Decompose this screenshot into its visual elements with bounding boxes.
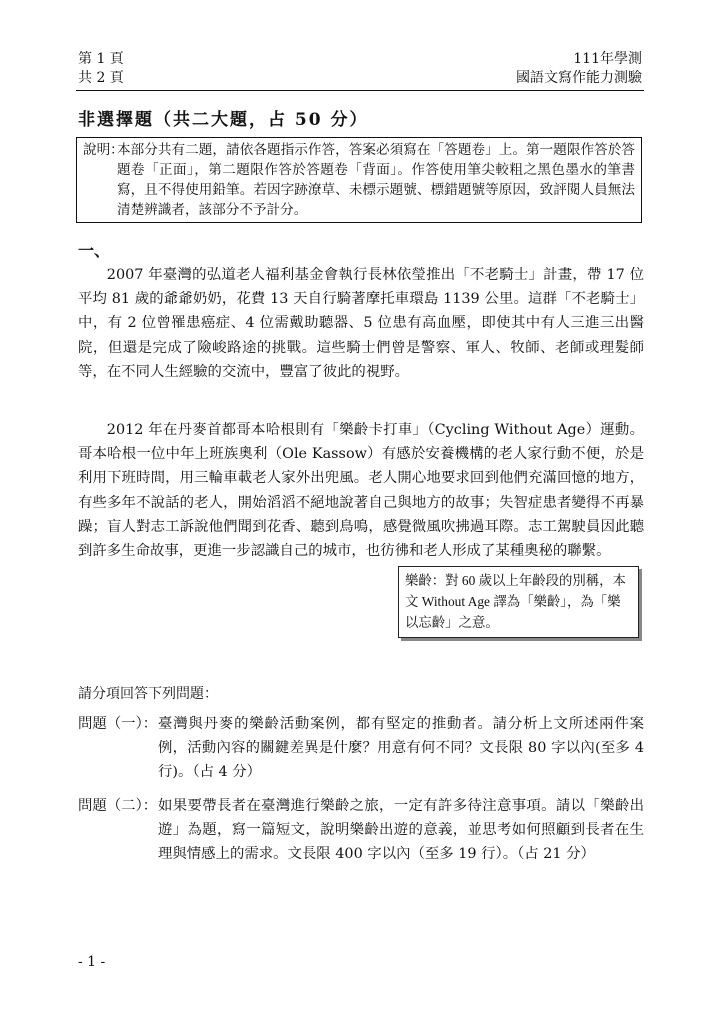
question-2-text: 如果要帶長者在臺灣進行樂齡之旅，一定有許多待注意事項。請以「樂齡出遊」為題，寫一篇短文，說明樂齡出遊的意義，並思考如何照顧到長者在生理與情感上的需求。文長限 400 字以內（至多 19 行）。（占 21 分） [158, 798, 644, 862]
passage-paragraph-1: 2007 年臺灣的弘道老人福利基金會執行長林依瑩推出「不老騎士」計畫，帶 17 位平均 81 歲的爺爺奶奶，花費 13 天自行騎著摩托車環島 1139 公里。這群「不老騎士」中，有 2 位曾罹患癌症、4 位需戴助聽器、5 位患有高血壓，即使其中有人三進三出醫院，但還是完成了險峻路途的挑戰。這些騎士們曾是警察、軍人、牧師、老師或理髮師等，在不同人生經驗的交流中，豐富了彼此的視野。 [78, 267, 644, 380]
question-1-text: 臺灣與丹麥的樂齡活動案例，都有堅定的推動者。請分析上文所述兩件案例，活動內容的關鍵差異是什麼？用意有何不同？文長限 80 字以內(至多 4 行)。（占 4 分） [158, 716, 644, 780]
header-divider [76, 90, 644, 91]
header-left [78, 50, 124, 88]
instructions-label: 說明： [83, 142, 124, 158]
section-title: 非選擇題（共二大題，占 50 分） [78, 110, 369, 130]
exam-year: 111年學測 [573, 51, 642, 67]
header-right [516, 50, 642, 88]
page-total: 共 2 頁 [78, 70, 124, 86]
instructions-box [76, 137, 642, 223]
question-number: 一、 [78, 241, 111, 260]
gloss-note-box: 樂齡：對 60 歲以上年齡段的別稱，本文 Without Age 譯為「樂齡」，為「樂以忘齡」之意。 [398, 566, 639, 638]
answer-instruction: 請分項回答下列問題： [78, 686, 218, 702]
page-number: 第 1 頁 [78, 51, 124, 67]
question-1-label: 問題（一）： [78, 716, 158, 732]
page-footer: - 1 - [78, 954, 106, 970]
question-2-label: 問題（二）： [78, 798, 158, 814]
exam-name: 國語文寫作能力測驗 [516, 70, 642, 86]
passage-paragraph-2: 2012 年在丹麥首都哥本哈根則有「樂齡卡打車」（Cycling Without Age）運動。哥本哈根一位中年上班族奧利（Ole Kassow）有感於安養機構的老人家行動不便，於是利用下班時間，用三輪車載老人家外出兜風。老人開心地要求回到他們充滿回憶的地方，有些多年不說話的老人，開始滔滔不絕地說著自己與地方的故事；失智症患者變得不再暴躁；盲人對志工訴說他們聞到花香、聽到鳥鳴，感覺微風吹拂過耳際。志工駕駛員因此聽到許多生命故事，更進一步認識自己的城市，也彷彿和老人形成了某種奧秘的聯繫。 [78, 422, 644, 560]
instructions-text: 本部分共有二題，請依各題指示作答，答案必須寫在「答題卷」上。第一題限作答於答題卷「正面」，第二題限作答於答題卷「背面」。作答使用筆尖較粗之黑色墨水的筆書寫，且不得使用鉛筆。若因字跡潦草、未標示題號、標錯題號等原因，致評閱人員無法清楚辨識者，該部分不予計分。 [117, 142, 635, 218]
